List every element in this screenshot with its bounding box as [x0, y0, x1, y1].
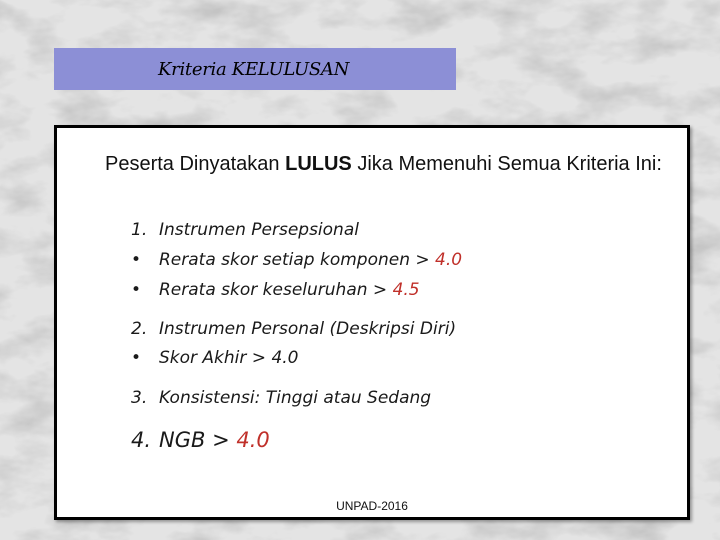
- criteria-item: [131, 220, 359, 240]
- item-text: Instrumen Persepsional: [159, 220, 359, 240]
- threshold-value: 4.0: [236, 428, 270, 452]
- criteria-item: [131, 250, 462, 270]
- bullet-icon: •: [131, 348, 142, 368]
- threshold-value: 4.0: [435, 250, 463, 270]
- slide-title: Kriteria KELULUSAN: [158, 58, 350, 80]
- criteria-item: [131, 428, 270, 452]
- intro-text: [105, 150, 665, 178]
- item-marker: 4.: [131, 428, 152, 452]
- criteria-item: [131, 319, 456, 339]
- criteria-item: [131, 348, 298, 368]
- item-text: NGB >: [159, 428, 237, 452]
- item-marker: 3.: [131, 388, 148, 408]
- criteria-item: [131, 280, 420, 300]
- item-marker: 1.: [131, 220, 148, 240]
- threshold-value: 4.5: [392, 280, 420, 300]
- item-text: Rerata skor keseluruhan >: [159, 280, 393, 300]
- title-bar: [54, 48, 456, 90]
- bullet-icon: •: [131, 280, 142, 300]
- criteria-item: [131, 388, 431, 408]
- item-text: Skor Akhir > 4.0: [159, 348, 299, 368]
- intro-bold: LULUS: [285, 153, 352, 175]
- item-text: Instrumen Personal (Deskripsi Diri): [159, 319, 457, 339]
- footer-text: UNPAD-2016: [336, 499, 408, 513]
- item-text: Rerata skor setiap komponen >: [159, 250, 436, 270]
- item-text: Konsistensi: Tinggi atau Sedang: [159, 388, 432, 408]
- intro-before: Peserta Dinyatakan: [105, 153, 286, 175]
- item-marker: 2.: [131, 319, 148, 339]
- bullet-icon: •: [131, 250, 142, 270]
- intro-after: Jika Memenuhi Semua Kriteria Ini:: [351, 153, 662, 175]
- content-box: [54, 125, 690, 520]
